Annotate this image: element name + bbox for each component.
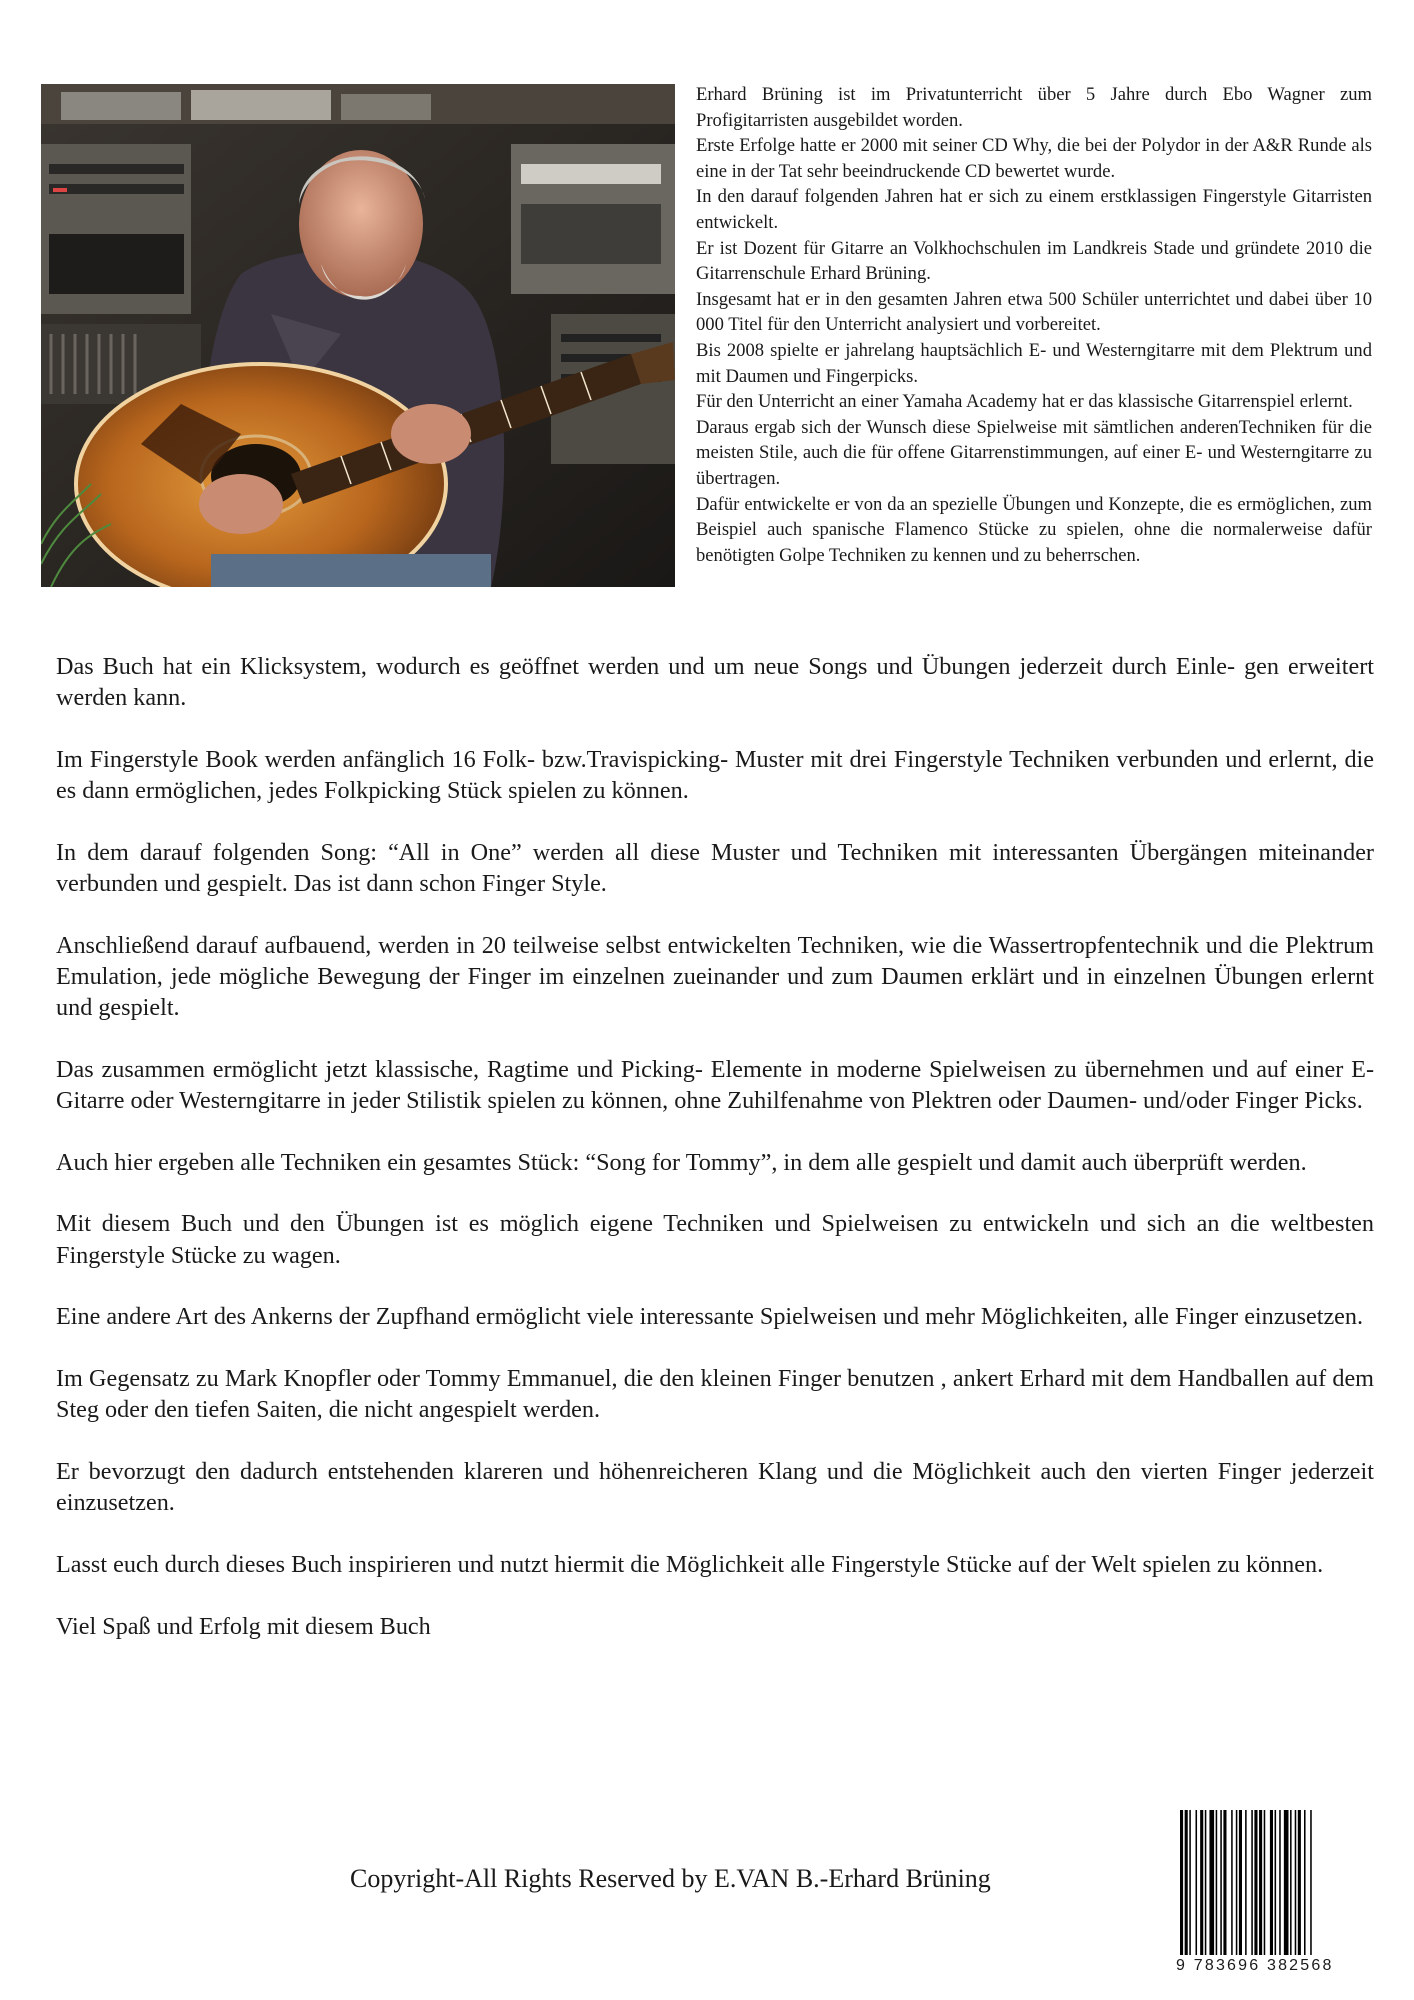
barcode-bar (1209, 1810, 1214, 1955)
author-photo (41, 84, 675, 587)
barcode-bar (1180, 1810, 1183, 1955)
barcode-bar (1279, 1810, 1281, 1955)
barcode-bar (1254, 1810, 1257, 1955)
copyright-notice: Copyright-All Rights Reserved by E.VAN B.-Erhard Brüning (350, 1864, 991, 1893)
bio-paragraph: Für den Unterricht an einer Yamaha Academy hat er das klassische Gitarrenspiel erlernt. (696, 391, 1353, 413)
barcode-bar (1310, 1810, 1312, 1955)
barcode-bar (1295, 1810, 1297, 1955)
barcode-bar (1231, 1810, 1233, 1955)
barcode-bar (1205, 1810, 1207, 1955)
description-paragraph: Viel Spaß und Erfolg mit diesem Buch (56, 1612, 431, 1640)
description-paragraph: Eine andere Art des Ankerns der Zupfhand ermöglicht viele interessante Spielweisen und mehr Möglichkeiten, alle Finger einzusetzen. (56, 1303, 1364, 1331)
barcode-bar (1236, 1810, 1238, 1955)
barcode-bar (1245, 1810, 1247, 1955)
description-paragraph: Das Buch hat ein Klicksystem, wodurch es geöffnet werden und um neue Songs und Übungen jederzeit durch Einle- gen erweitert werden kann. (56, 653, 1374, 712)
barcode-bar (1220, 1810, 1222, 1955)
bio-paragraph: Erhard Brüning ist im Privatunterricht über 5 Jahre durch Ebo Wagner zum Profigitarristen ausgebildet worden. (696, 84, 1372, 131)
description-paragraph: Das zusammen ermöglicht jetzt klassische, Ragtime und Picking- Elemente in moderne Spielweisen zu übernehmen und auf einer E-Gitarre oder Westerngitarre in jeder Stilistik spielen zu können, ohne Zuhilfenahme von Plektren oder Daumen- und/oder Finger Picks. (56, 1055, 1374, 1115)
barcode-bar (1251, 1810, 1253, 1955)
barcode-bar (1304, 1810, 1306, 1955)
barcode-bar (1189, 1810, 1191, 1955)
barcode-bar (1290, 1810, 1292, 1955)
isbn-barcode (1180, 1810, 1370, 1960)
bio-paragraph: In den darauf folgenden Jahren hat er sich zu einem erstklassigen Fingerstyle Gitarristen entwickelt. (696, 186, 1372, 233)
description-paragraph: Mit diesem Buch und den Übungen ist es möglich eigene Techniken und Spielweisen zu entwickeln und sich an die weltbesten Fingerstyle Stücke zu wagen. (56, 1210, 1374, 1269)
barcode-bar (1275, 1810, 1277, 1955)
barcode-bar (1298, 1810, 1301, 1955)
description-paragraph: Auch hier ergeben alle Techniken ein gesamtes Stück: “Song for Tommy”, in dem alle gespielt und damit auch überprüft werden. (56, 1148, 1307, 1176)
barcode-bar (1264, 1810, 1266, 1955)
book-description (56, 651, 1374, 1672)
guitarist-photo-illustration (41, 84, 675, 587)
description-paragraph: Im Gegensatz zu Mark Knopfler oder Tommy Emmanuel, die den kleinen Finger benutzen , ankert Erhard mit dem Handballen auf dem Steg oder den tiefen Saiten, die nicht angespielt werden. (56, 1365, 1374, 1424)
isbn-number: 9 783696 382568 (1176, 1957, 1334, 1974)
barcode-bar (1196, 1810, 1198, 1955)
bio-paragraph: Insgesamt hat er in den gesamten Jahren etwa 500 Schüler unterrichtet und dabei über 10 000 Titel für den Unterricht analysiert und vorbereitet. (696, 288, 1372, 336)
barcode-bar (1185, 1810, 1188, 1955)
description-paragraph: Anschließend darauf aufbauend, werden in 20 teilweise selbst entwickelten Techniken, wie die Wassertropfentechnik und die Plektrum Emulation, jede mögliche Bewegung der Finger im einzelnen zueinander und zum Daumen erklärt und in einzelnen Übungen erlernt und gespielt. (56, 931, 1374, 1022)
description-paragraph: Lasst euch durch dieses Buch inspirieren und nutzt hiermit die Möglichkeit alle Fingerstyle Stücke auf der Welt spielen zu können. (56, 1550, 1324, 1578)
bio-paragraph: Erste Erfolge hatte er 2000 mit seiner CD Why, die bei der Polydor in der A&R Runde als eine in der Tat sehr beeindruckende CD bewertet wurde. (696, 135, 1372, 182)
barcode-bar (1216, 1810, 1218, 1955)
description-paragraph: In dem darauf folgenden Song: “All in One” werden all diese Muster und Techniken mit interessanten Übergängen miteinander verbunden und gespielt. Das ist dann schon Finger Style. (56, 838, 1374, 898)
barcode-bar (1270, 1810, 1273, 1955)
barcode-bar (1200, 1810, 1203, 1955)
bio-paragraph: Daraus ergab sich der Wunsch diese Spielweise mit sämtlichen anderenTechniken für die meisten Stile, auch die für offene Gitarrenstimmungen, auf einer E- und Westerngitarre zu übertragen. (696, 416, 1372, 489)
barcode-bar (1223, 1810, 1226, 1955)
description-paragraph: Im Fingerstyle Book werden anfänglich 16 Folk- bzw.Travispicking- Muster mit drei Fingerstyle Techniken verbunden und erlernt, die es dann ermöglichen, jedes Folkpicking Stück spielen zu können. (56, 745, 1374, 805)
bio-paragraph: Dafür entwickelte er von da an spezielle Übungen und Konzepte, die es ermöglichen, zum Beispiel auch spanische Flamenco Stücke zu spielen, ohne die normalerweise dafür benötigten Golpe Techniken zu kennen und zu beherrschen. (696, 493, 1372, 566)
author-bio (696, 82, 1372, 568)
description-paragraph: Er bevorzugt den dadurch entstehenden klareren und höhenreicheren Klang und die Möglichkeit auch den vierten Finger jederzeit einzusetzen. (56, 1457, 1374, 1517)
bio-paragraph: Bis 2008 spielte er jahrelang hauptsächlich E- und Westerngitarre mit dem Plektrum und mit Daumen und Fingerpicks. (696, 339, 1372, 387)
barcode-bar (1284, 1810, 1289, 1955)
bio-paragraph: Er ist Dozent für Gitarre an Volkhochschulen im Landkreis Stade und gründete 2010 die Gitarrenschule Erhard Brüning. (696, 237, 1372, 285)
barcode-bar (1239, 1810, 1242, 1955)
barcode-bar (1259, 1810, 1262, 1955)
